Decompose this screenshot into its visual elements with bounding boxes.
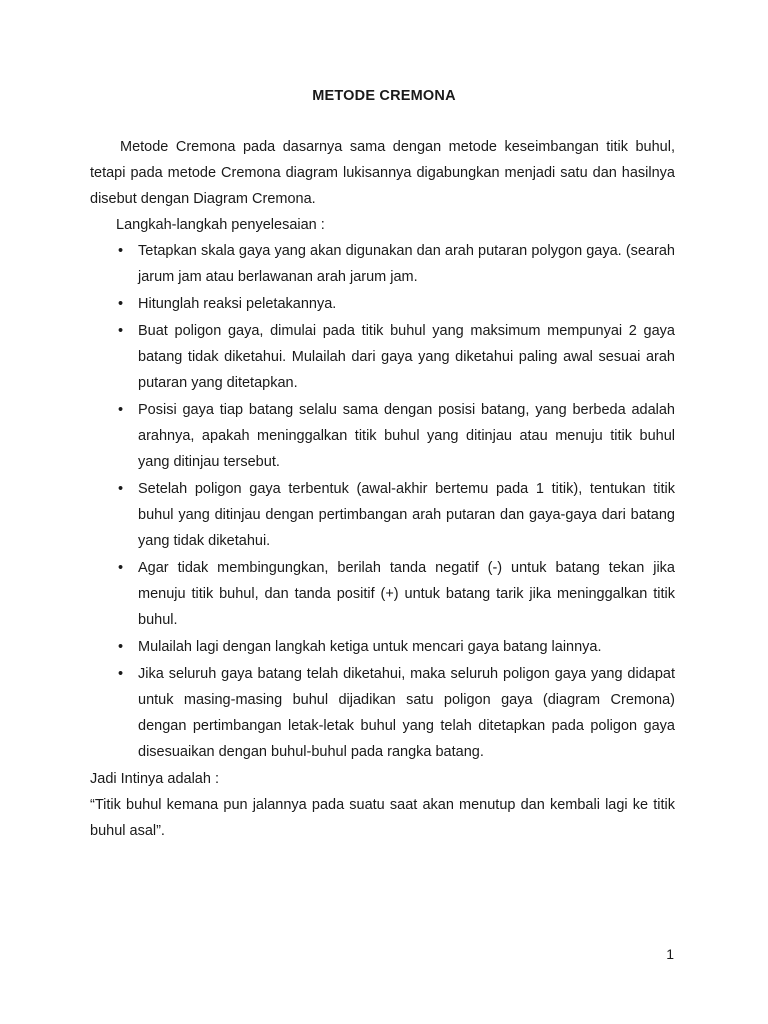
summary-heading: Jadi Intinya adalah : <box>90 771 219 787</box>
bullet-icon: • <box>118 243 124 259</box>
list-item <box>90 634 675 660</box>
list-item <box>90 476 675 554</box>
bullet-icon: • <box>118 560 124 576</box>
list-item <box>90 661 675 765</box>
list-item <box>90 291 675 317</box>
intro-paragraph: Metode Cremona pada dasarnya sama dengan metode keseimbangan titik buhul, tetapi pada metode Cremona diagram lukisannya digabungkan menjadi satu dan hasilnya disebut dengan Diagram Cremona. <box>90 139 675 207</box>
document-title: METODE CREMONA <box>312 88 456 104</box>
bullet-icon: • <box>118 639 124 655</box>
bullet-icon: • <box>118 323 124 339</box>
step-text: Tetapkan skala gaya yang akan digunakan dan arah putaran polygon gaya. (searah jarum jam atau berlawanan arah jarum jam. <box>138 243 675 285</box>
step-text: Buat poligon gaya, dimulai pada titik buhul yang maksimum mempunyai 2 gaya batang tidak diketahui. Mulailah dari gaya yang diketahui paling awal sesuai arah putaran yang ditetapkan. <box>138 323 675 391</box>
list-item <box>90 555 675 633</box>
page-number: 1 <box>666 946 674 962</box>
steps-heading: Langkah-langkah penyelesaian : <box>116 217 325 233</box>
steps-list <box>90 238 675 765</box>
bullet-icon: • <box>118 402 124 418</box>
bullet-icon: • <box>118 296 124 312</box>
step-text: Posisi gaya tiap batang selalu sama dengan posisi batang, yang berbeda adalah arahnya, apakah meninggalkan titik buhul yang ditinjau atau menuju titik buhul yang ditinjau tersebut. <box>138 402 675 470</box>
step-text: Setelah poligon gaya terbentuk (awal-akhir bertemu pada 1 titik), tentukan titik buhul yang ditinjau dengan pertimbangan arah putaran dan gaya-gaya dari batang yang tidak diketahui. <box>138 481 675 549</box>
document-body <box>90 134 675 844</box>
step-text: Hitunglah reaksi peletakannya. <box>138 296 337 312</box>
step-text: Mulailah lagi dengan langkah ketiga untuk mencari gaya batang lainnya. <box>138 639 602 655</box>
list-item <box>90 318 675 396</box>
summary-quote: “Titik buhul kemana pun jalannya pada suatu saat akan menutup dan kembali lagi ke titik buhul asal”. <box>90 797 675 839</box>
list-item <box>90 397 675 475</box>
bullet-icon: • <box>118 481 124 497</box>
step-text: Agar tidak membingungkan, berilah tanda negatif (-) untuk batang tekan jika menuju titik buhul, dan tanda positif (+) untuk batang tarik jika meninggalkan titik buhul. <box>138 560 675 628</box>
list-item <box>90 238 675 290</box>
step-text: Jika seluruh gaya batang telah diketahui, maka seluruh poligon gaya yang didapat untuk masing-masing buhul dijadikan satu poligon gaya (diagram Cremona) dengan pertimbangan letak-letak buhul yang telah ditetapkan pada poligon gaya disesuaikan dengan buhul-buhul pada rangka batang. <box>138 666 675 760</box>
bullet-icon: • <box>118 666 124 682</box>
